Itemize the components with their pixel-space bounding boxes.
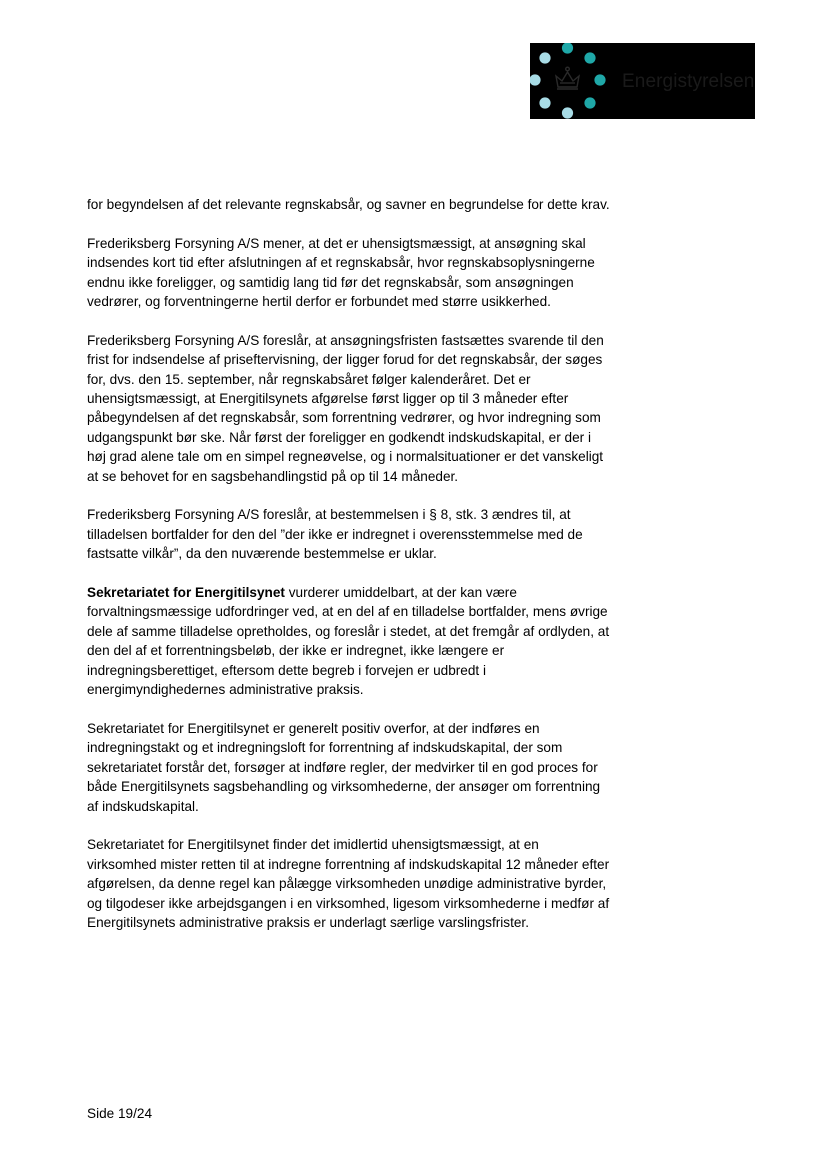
- page-number: Side 19/24: [87, 1106, 153, 1121]
- paragraph: Frederiksberg Forsyning A/S mener, at det er uhensigtsmæssigt, at ansøgning skal indsendes kort tid efter afslutningen af et regnskabsår, hvor regnskabsoplysningerne endnu ikke foreligger, og samtidig lang tid før det regnskabsår, som ansøgningen vedrører, og forventningerne hertil derfor er forbundet med større usikkerhed.: [87, 235, 595, 310]
- paragraph: for begyndelsen af det relevante regnskabsår, og savner en begrundelse for dette krav.: [87, 197, 610, 212]
- logo-dot: [562, 107, 573, 118]
- logo-dot: [530, 74, 541, 85]
- paragraph: Sekretariatet for Energitilsynet er generelt positiv overfor, at der indføres en indregningstakt og et indregningsloft for forrentning af indskudskapital, der som sekretariatet forstår det, forsøger at indføre regler, der medvirker til en god proces for både Energitilsynets sagsbehandling og virksomhederne, der ansøger om forrentning af indskudskapital.: [87, 720, 601, 814]
- paragraph: Frederiksberg Forsyning A/S foreslår, at bestemmelsen i § 8, stk. 3 ændres til, at tilladelsen bortfalder for den del ”der ikke er indregnet i overensstemmelse med de fastsatte vilkår”, da den nuværende bestemmelse er uklar.: [87, 507, 583, 562]
- logo-dot: [539, 52, 550, 63]
- logo-wordmark: Energistyrelsen: [622, 71, 755, 92]
- logo-dot: [584, 97, 595, 108]
- logo-dot: [594, 74, 605, 85]
- paragraph-bold-lead: Sekretariatet for Energitilsynet: [87, 585, 285, 601]
- document-body: [87, 195, 612, 952]
- crown-icon: [556, 67, 579, 89]
- logo-dot: [584, 52, 595, 63]
- logo-dot: [539, 97, 550, 108]
- paragraph-text: vurderer umiddelbart, at der kan være forvaltningsmæssige udfordringer ved, at en del af en tilladelse bortfalder, mens øvrige dele af samme tilladelse opretholdes, og foreslår i stedet, at det fremgår af ordlyden, at den del af et forrentningsbeløb, der ikke er indregnet, ikke længere er indregningsberettiget, eftersom dette begreb i forvejen er udbredt i energimyndighedernes administrative praksis.: [87, 585, 610, 698]
- energistyrelsen-logo: [530, 43, 755, 119]
- logo-dot: [562, 43, 573, 54]
- paragraph: [87, 583, 612, 699]
- paragraph: Frederiksberg Forsyning A/S foreslår, at ansøgningsfristen fastsættes svarende til den frist for indsendelse af priseftervisning, der ligger forud for det regnskabsår, der søges for, dvs. den 15. september, når regnskabsåret følger kalenderåret. Det er uhensigtsmæssigt, at Energitilsynets afgørelse først ligger op til 3 måneder efter påbegyndelsen af det regnskabsår, som forrentning vedrører, og hvor indregning som udgangspunkt bør ske. Når først der foreligger en godkendt indskudskapital, er der i høj grad alene tale om en simpel regneøvelse, og i normalsituationer er det vanskeligt at se behovet for en sagsbehandlingstid på op til 14 måneder.: [87, 332, 604, 484]
- paragraph: Sekretariatet for Energitilsynet finder det imidlertid uhensigtsmæssigt, at en virksomhed mister retten til at indregne forrentning af indskudskapital 12 måneder efter afgørelsen, da denne regel kan pålægge virksomheden unødige administrative byrder, og tilgodeser ikke arbejdsgangen i en virksomhed, ligesom virksomhederne i medfør af Energitilsynets administrative praksis er underlagt særlige varslingsfrister.: [87, 837, 610, 930]
